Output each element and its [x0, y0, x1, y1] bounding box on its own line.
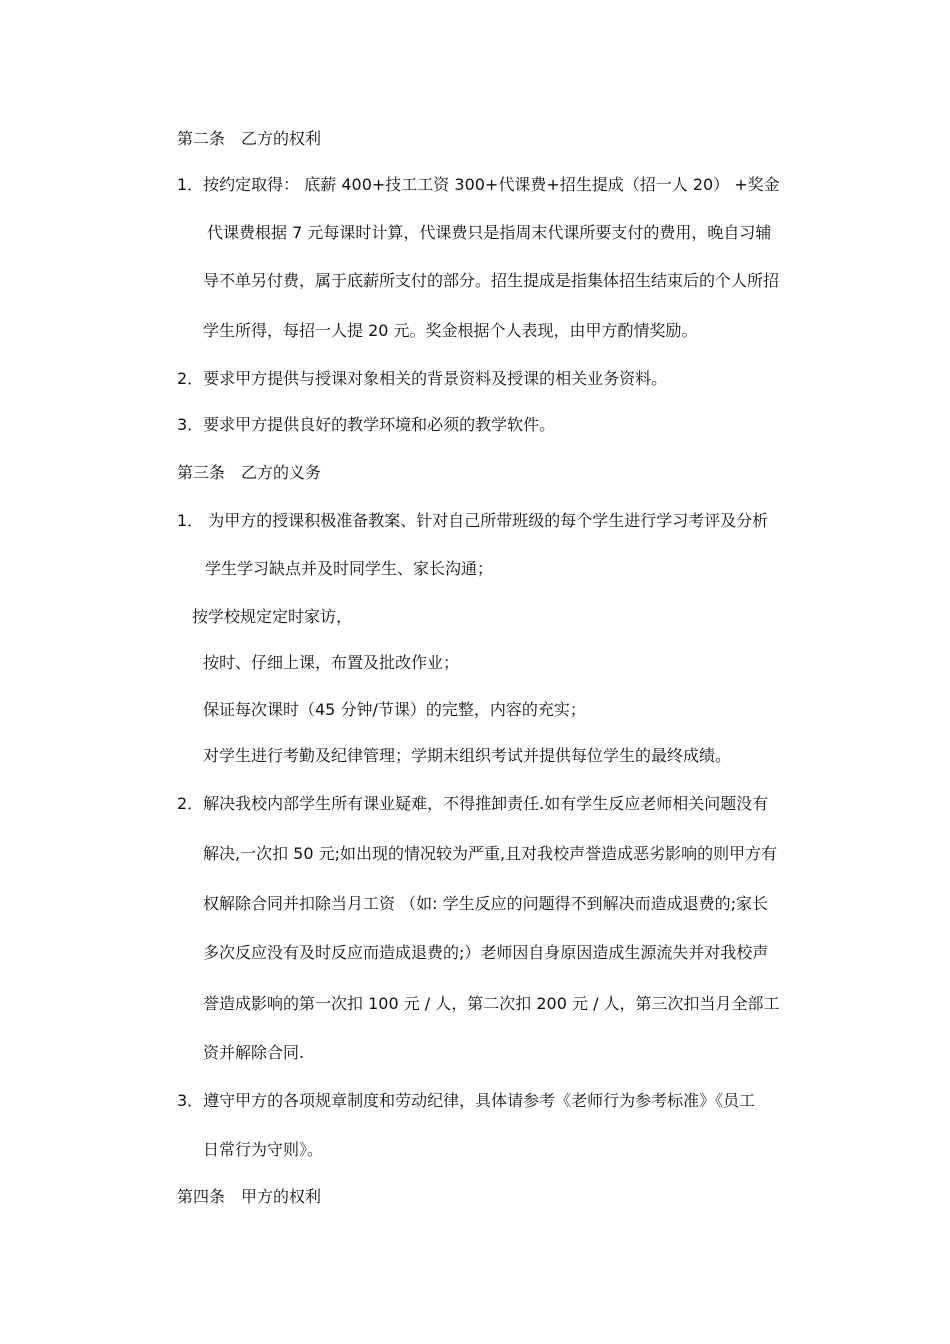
article3-item3-line1: 3．遵守甲方的各项规章制度和劳动纪律，具体请参考《老师行为参考标准》《员工	[177, 1091, 756, 1110]
article3-sub1: 按学校规定定时家访，	[192, 607, 353, 626]
article3-item2-line1: 2．解决我校内部学生所有课业疑难，不得推卸责任.如有学生反应老师相关问题没有	[177, 794, 769, 813]
article2-item1-line3: 导不单另付费，属于底薪所支付的部分。招生提成是指集体招生结束后的个人所招	[203, 271, 780, 290]
article3-sub4: 对学生进行考勤及纪律管理；学期末组织考试并提供每位学生的最终成绩。	[203, 746, 732, 765]
article3-heading: 第三条 乙方的义务	[177, 463, 322, 482]
article2-item3: 3．要求甲方提供良好的教学环境和必须的教学软件。	[177, 415, 556, 434]
article3-sub2: 按时、仔细上课，布置及批改作业；	[203, 653, 460, 672]
article3-item1-line2: 学生学习缺点并及时同学生、家长沟通；	[205, 559, 494, 578]
article4-heading: 第四条 甲方的权利	[177, 1187, 322, 1206]
article2-item2: 2．要求甲方提供与授课对象相关的背景资料及授课的相关业务资料。	[177, 369, 668, 388]
article2-item1-line1: 1．按约定取得： 底薪 400+技工工资 300+代课费+招生提成（招一人 20） +奖金	[177, 175, 780, 194]
article3-item2-line6: 资并解除合同.	[203, 1043, 305, 1062]
article2-item1-line4: 学生所得，每招一人提 20 元。奖金根据个人表现，由甲方酌情奖励。	[203, 321, 698, 340]
article2-heading: 第二条 乙方的权利	[177, 129, 322, 148]
article3-item1-line1: 1． 为甲方的授课积极准备教案、针对自己所带班级的每个学生进行学习考评及分析	[177, 511, 769, 530]
article3-item3-line2: 日常行为守则》。	[203, 1140, 324, 1159]
article3-item2-line5: 誉造成影响的第一次扣 100 元 / 人，第二次扣 200 元 / 人，第三次扣当月全部工	[203, 994, 780, 1013]
article3-item2-line3: 权解除合同并扣除当月工资 （如: 学生反应的问题得不到解决而造成退费的;家长	[203, 894, 768, 913]
article3-item2-line4: 多次反应没有及时反应而造成退费的;）老师因自身原因造成生源流失并对我校声	[203, 943, 769, 962]
article3-item2-line2: 解决,一次扣 50 元;如出现的情况较为严重,且对我校声誉造成恶劣影响的则甲方有	[203, 844, 778, 863]
article3-sub3: 保证每次课时（45 分钟/节课）的完整，内容的充实；	[203, 700, 586, 719]
article2-item1-line2: 代课费根据 7 元每课时计算，代课费只是指周末代课所要支付的费用，晚自习辅	[207, 223, 772, 242]
